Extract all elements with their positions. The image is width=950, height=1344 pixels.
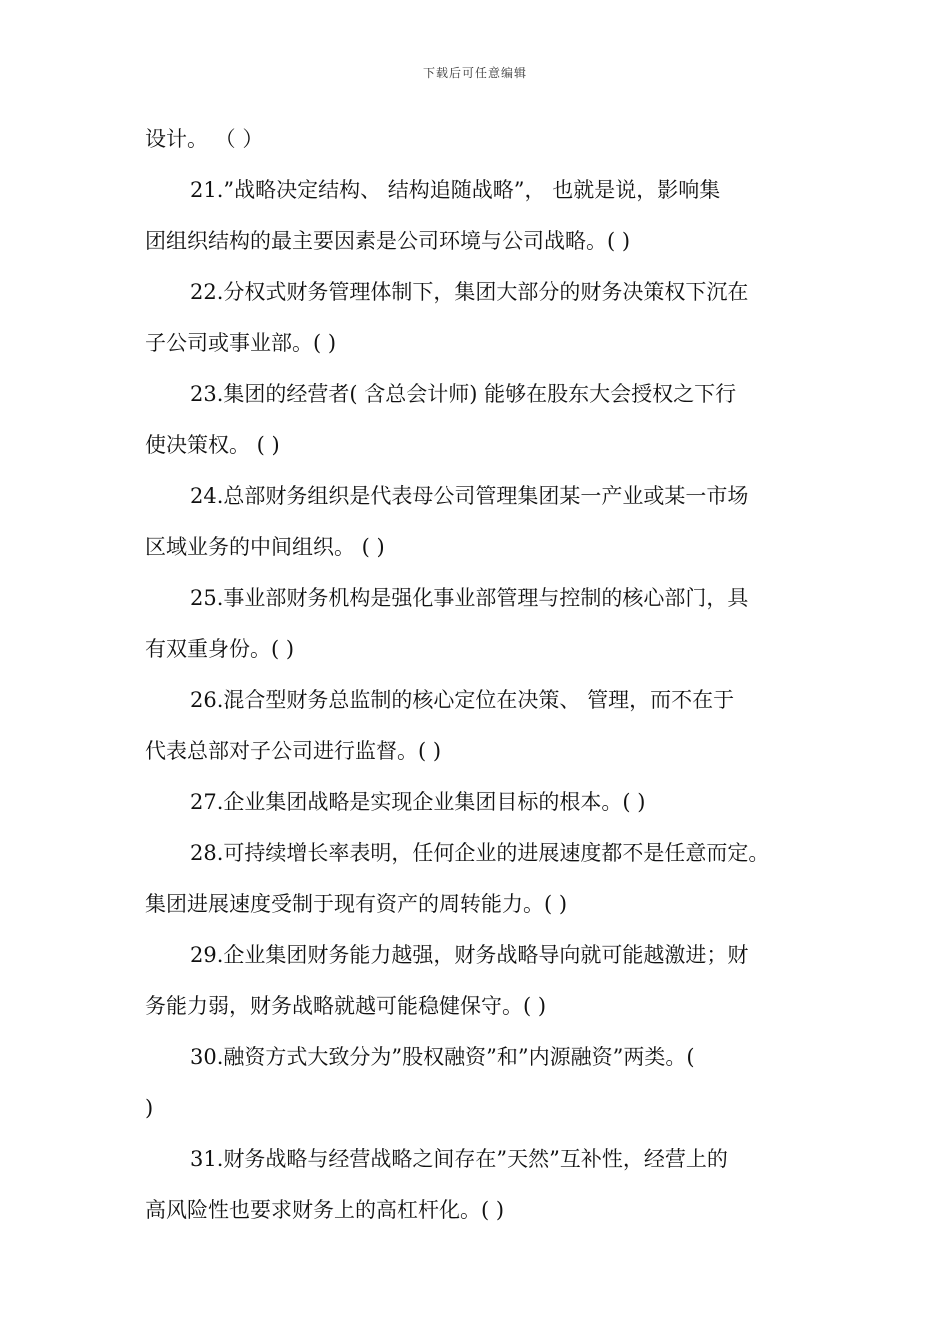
question-31-line-1: 31.财务战略与经营战略之间存在”天然”互补性，经营上的 <box>190 1147 728 1171</box>
page-header: 下载后可任意编辑 <box>422 66 527 80</box>
question-26-line-1: 26.混合型财务总监制的核心定位在决策、 管理，而不在于 <box>190 688 735 712</box>
question-30-line-2: ) <box>145 1096 154 1120</box>
question-30-line-1: 30.融资方式大致分为”股权融资”和”内源融资”两类。( <box>190 1045 695 1069</box>
question-31-line-2: 高风险性也要求财务上的高杠杆化。( ) <box>145 1198 505 1222</box>
question-26-line-2: 代表总部对子公司进行监督。( ) <box>145 739 442 763</box>
question-24-line-2: 区域业务的中间组织。 ( ) <box>145 535 385 559</box>
question-29-line-2: 务能力弱，财务战略就越可能稳健保守。( ) <box>145 994 547 1018</box>
question-21-line-2: 团组织结构的最主要因素是公司环境与公司战略。( ) <box>145 229 631 253</box>
question-22-line-2: 子公司或事业部。( ) <box>145 331 337 355</box>
document-body <box>145 114 810 1236</box>
question-25-line-1: 25.事业部财务机构是强化事业部管理与控制的核心部门，具 <box>190 586 749 610</box>
question-24-line-1: 24.总部财务组织是代表母公司管理集团某一产业或某一市场 <box>190 484 749 508</box>
question-21-line-1: 21.”战略决定结构、 结构追随战略”， 也就是说，影响集 <box>190 178 721 202</box>
question-25-line-2: 有双重身份。( ) <box>145 637 295 661</box>
question-28-line-2: 集团进展速度受制于现有资产的周转能力。( ) <box>145 892 568 916</box>
question-29-line-1: 29.企业集团财务能力越强，财务战略导向就可能越激进；财 <box>190 943 749 967</box>
question-27-line-1: 27.企业集团战略是实现企业集团目标的根本。( ) <box>190 790 646 814</box>
question-23-line-2: 使决策权。 ( ) <box>145 433 280 457</box>
question-22-line-1: 22.分权式财务管理体制下，集团大部分的财务决策权下沉在 <box>190 280 749 304</box>
text-line: 设计。 （ ） <box>145 127 264 151</box>
question-23-line-1: 23.集团的经营者( 含总会计师) 能够在股东大会授权之下行 <box>190 382 737 406</box>
question-28-line-1: 28.可持续增长率表明，任何企业的进展速度都不是任意而定。 <box>190 841 770 865</box>
